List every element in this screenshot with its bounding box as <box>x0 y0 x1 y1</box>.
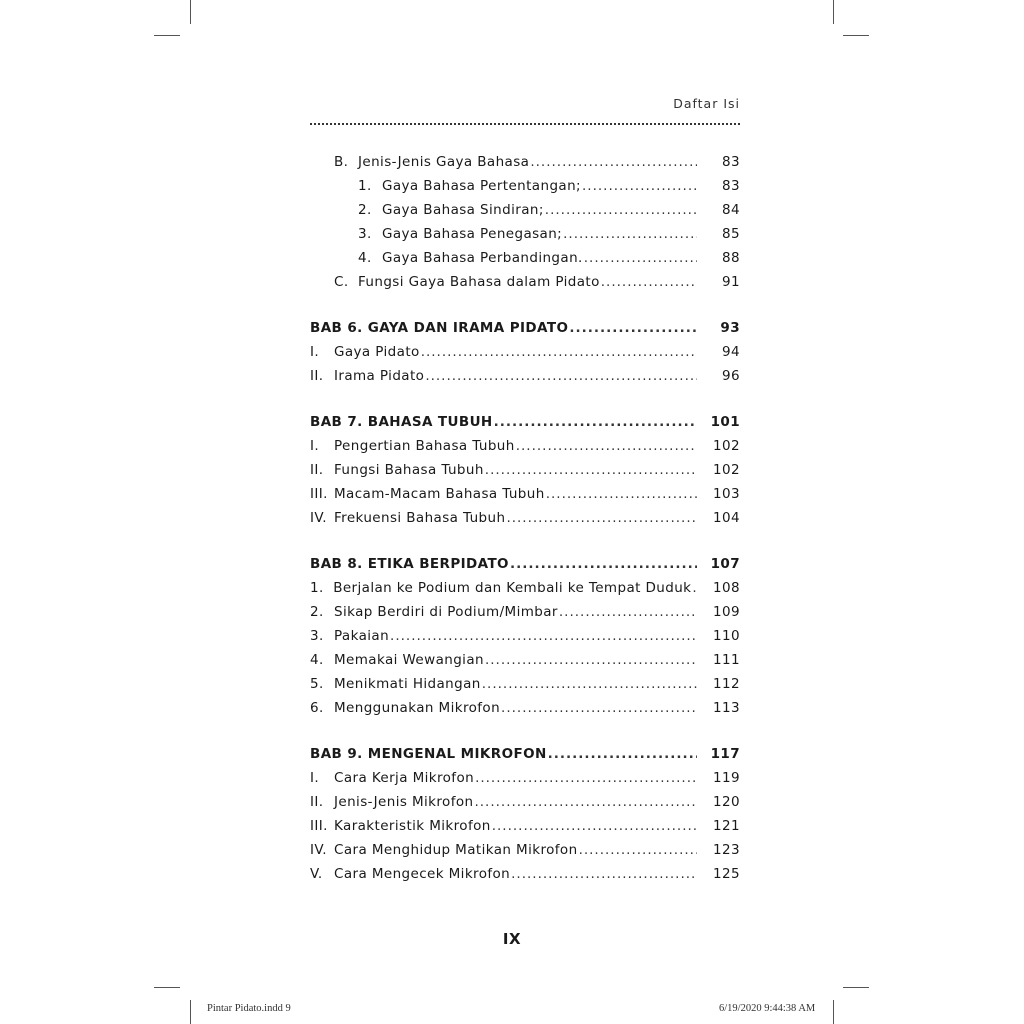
toc-entry-number: II. <box>310 368 324 384</box>
toc-page-number: 83 <box>722 178 740 194</box>
toc-entry-title: Pakaian <box>334 628 390 644</box>
toc-page-number: 93 <box>720 320 740 336</box>
toc-entry-title: Karakteristik Mikrofon <box>334 818 491 834</box>
toc-page-number: 104 <box>713 510 740 526</box>
toc-entry-title: Jenis-Jenis Mikrofon <box>334 794 474 810</box>
toc-page-number: 123 <box>713 842 740 858</box>
toc-entry <box>310 624 740 648</box>
dot-leader <box>485 458 697 482</box>
toc-entry-title: Sikap Berdiri di Podium/Mimbar <box>334 604 558 620</box>
toc-entry-number: 6. <box>310 700 324 716</box>
toc-entry-title: Gaya Bahasa Perbandingan. <box>382 250 583 266</box>
dot-leader <box>584 246 697 270</box>
toc-page-number: 84 <box>722 202 740 218</box>
toc-entry <box>310 766 740 790</box>
toc-entry-number: I. <box>310 344 320 360</box>
toc-entry <box>310 364 740 388</box>
toc-page-number: 102 <box>713 462 740 478</box>
dotted-rule <box>310 123 740 125</box>
toc-entry-number: I. <box>310 438 320 454</box>
toc-page-number: 112 <box>713 676 740 692</box>
toc-entry <box>310 814 740 838</box>
toc-entry-title: Menggunakan Mikrofon <box>334 700 501 716</box>
toc-page-number: 121 <box>713 818 740 834</box>
slug-datetime: 6/19/2020 9:44:38 AM <box>719 1003 816 1014</box>
toc-page-number: 117 <box>710 746 740 762</box>
dot-leader <box>516 434 697 458</box>
toc-page-number: 101 <box>710 414 740 430</box>
toc-entry <box>310 174 740 198</box>
toc-entry-number: 2. <box>358 202 372 218</box>
toc-entry-title: Berjalan ke Podium dan Kembali ke Tempat Duduk <box>333 580 692 596</box>
dot-leader <box>482 672 697 696</box>
toc-entry-title: Pengertian Bahasa Tubuh <box>334 438 515 454</box>
toc-entry-number: I. <box>310 770 320 786</box>
dot-leader <box>582 174 697 198</box>
dot-leader <box>530 150 697 174</box>
toc-entry-title: Gaya Pidato <box>334 344 420 360</box>
toc-chapter-entry <box>310 552 740 576</box>
toc-entry <box>310 862 740 886</box>
toc-entry-title: Cara Mengecek Mikrofon <box>334 866 511 882</box>
toc-entry <box>310 482 740 506</box>
dot-leader <box>569 316 697 340</box>
crop-mark <box>154 35 180 36</box>
dot-leader <box>390 624 697 648</box>
toc-page-number: 85 <box>722 226 740 242</box>
toc-page-number: 94 <box>722 344 740 360</box>
toc-entry <box>310 198 740 222</box>
toc-entry-title: Gaya Bahasa Sindiran; <box>382 202 544 218</box>
toc-entry <box>310 270 740 294</box>
toc-page-number: 88 <box>722 250 740 266</box>
toc-page-number: 110 <box>713 628 740 644</box>
toc-entry-title: Macam-Macam Bahasa Tubuh <box>334 486 545 502</box>
toc-entry <box>310 696 740 720</box>
toc-entry-title: Fungsi Bahasa Tubuh <box>334 462 484 478</box>
dot-leader <box>510 552 697 576</box>
toc-page-number: 113 <box>713 700 740 716</box>
toc-entry <box>310 790 740 814</box>
toc-page-number: 107 <box>710 556 740 572</box>
toc-entry-title: Gaya Bahasa Penegasan; <box>382 226 563 242</box>
toc-entry-number: 5. <box>310 676 324 692</box>
dot-leader <box>475 766 697 790</box>
toc-page-number: 103 <box>713 486 740 502</box>
slug-file: Pintar Pidato.indd 9 <box>207 1003 291 1014</box>
toc-entry-title: Memakai Wewangian <box>334 652 484 668</box>
toc-entry-number: II. <box>310 794 324 810</box>
toc-page-number: 108 <box>713 580 740 596</box>
toc-entry-number: III. <box>310 818 328 834</box>
toc-entry <box>310 458 740 482</box>
dot-leader <box>601 270 697 294</box>
crop-mark <box>833 1000 834 1024</box>
chapter-title: BAB 8. ETIKA BERPIDATO <box>310 556 509 572</box>
chapter-title: BAB 7. BAHASA TUBUH <box>310 414 493 430</box>
toc-entry <box>310 672 740 696</box>
toc-entry <box>310 246 740 270</box>
crop-mark <box>833 0 834 24</box>
toc-page-number: 102 <box>713 438 740 454</box>
toc-page-number: 119 <box>713 770 740 786</box>
toc-entry-number: 4. <box>358 250 372 266</box>
dot-leader <box>545 198 697 222</box>
toc-entry-number: B. <box>334 154 349 170</box>
page-number: IX <box>502 930 522 948</box>
chapter-title: BAB 9. MENGENAL MIKROFON <box>310 746 547 762</box>
toc-chapter-entry <box>310 742 740 766</box>
toc-entry-number: 3. <box>358 226 372 242</box>
toc-entry-title: Cara Menghidup Matikan Mikrofon <box>334 842 578 858</box>
toc-entry-number: V. <box>310 866 323 882</box>
toc-page-number: 120 <box>713 794 740 810</box>
toc-entry-title: Fungsi Gaya Bahasa dalam Pidato <box>358 274 600 290</box>
dot-leader <box>692 576 698 600</box>
toc-entry-title: Jenis-Jenis Gaya Bahasa <box>358 154 530 170</box>
dot-leader <box>425 364 697 388</box>
dot-leader <box>421 340 697 364</box>
toc-entry <box>310 150 740 174</box>
toc-entry-number: IV. <box>310 510 327 526</box>
toc-entry-number: III. <box>310 486 328 502</box>
toc-entry <box>310 576 740 600</box>
dot-leader <box>511 862 697 886</box>
dot-leader <box>559 600 697 624</box>
toc-entry-number: 1. <box>358 178 372 194</box>
toc-page-number: 96 <box>722 368 740 384</box>
chapter-title: BAB 6. GAYA DAN IRAMA PIDATO <box>310 320 569 336</box>
toc-entry-title: Cara Kerja Mikrofon <box>334 770 475 786</box>
toc-page-number: 109 <box>713 604 740 620</box>
dot-leader <box>501 696 697 720</box>
dot-leader <box>506 506 697 530</box>
toc-entry-number: 4. <box>310 652 324 668</box>
toc-entry <box>310 600 740 624</box>
toc-page-number: 91 <box>722 274 740 290</box>
toc-page-number: 83 <box>722 154 740 170</box>
toc-chapter-entry <box>310 316 740 340</box>
toc-entry <box>310 222 740 246</box>
toc-entry-number: C. <box>334 274 349 290</box>
crop-mark <box>843 987 869 988</box>
crop-mark <box>843 35 869 36</box>
toc-entry-title: Irama Pidato <box>334 368 425 384</box>
dot-leader <box>563 222 697 246</box>
toc-entry <box>310 838 740 862</box>
toc-page-number: 111 <box>713 652 740 668</box>
toc-entry-number: II. <box>310 462 324 478</box>
toc-entry-title: Menikmati Hidangan <box>334 676 481 692</box>
crop-mark <box>154 987 180 988</box>
table-of-contents <box>310 150 740 886</box>
toc-entry <box>310 506 740 530</box>
running-head: Daftar Isi <box>673 96 740 111</box>
dot-leader <box>492 814 697 838</box>
dot-leader <box>579 838 697 862</box>
toc-chapter-entry <box>310 410 740 434</box>
dot-leader <box>494 410 697 434</box>
dot-leader <box>485 648 697 672</box>
toc-entry <box>310 434 740 458</box>
dot-leader <box>546 482 697 506</box>
crop-mark <box>190 1000 191 1024</box>
toc-entry <box>310 648 740 672</box>
toc-entry-title: Frekuensi Bahasa Tubuh <box>334 510 506 526</box>
dot-leader <box>548 742 697 766</box>
toc-page-number: 125 <box>713 866 740 882</box>
toc-entry-number: IV. <box>310 842 327 858</box>
toc-entry-number: 3. <box>310 628 324 644</box>
toc-entry-title: Gaya Bahasa Pertentangan; <box>382 178 581 194</box>
toc-entry-number: 2. <box>310 604 324 620</box>
toc-entry <box>310 340 740 364</box>
crop-mark <box>190 0 191 24</box>
dot-leader <box>474 790 697 814</box>
toc-entry-number: 1. <box>310 580 324 596</box>
